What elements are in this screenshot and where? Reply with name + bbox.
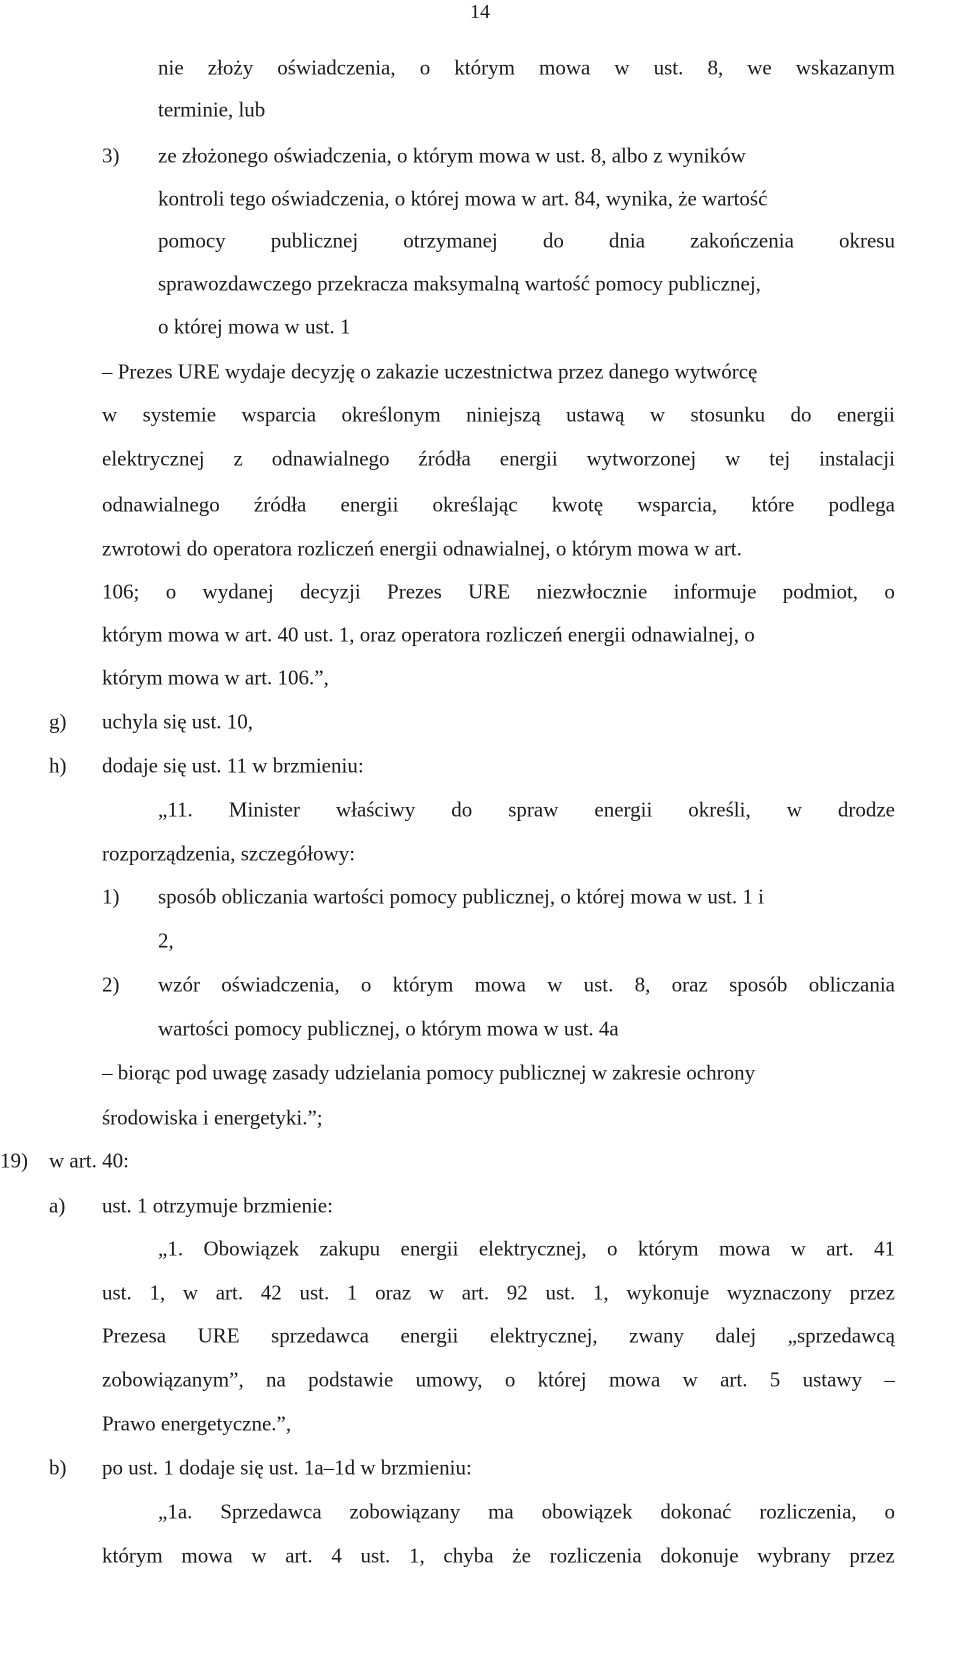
- word: 41: [874, 1236, 895, 1261]
- text-line: po ust. 1 dodaje się ust. 1a–1d w brzmieniu:: [102, 1455, 472, 1480]
- text-line: kontroli tego oświadczenia, o której mowa w art. 84, wynika, że wartość: [158, 186, 768, 211]
- word: zakończenia: [690, 228, 794, 253]
- word: tej: [769, 446, 791, 471]
- word: 8,: [707, 55, 724, 80]
- word: pomocy: [158, 228, 226, 253]
- word: sposób: [729, 972, 788, 997]
- word: które: [751, 492, 795, 517]
- word: podstawie: [308, 1367, 394, 1392]
- word: zwany: [629, 1323, 684, 1348]
- word: mowa: [608, 1367, 661, 1392]
- word: energii: [400, 1236, 459, 1261]
- text-line: zwrotowi do operatora rozliczeń energii odnawialnej, o którym mowa w art.: [102, 536, 742, 561]
- word: energii: [499, 446, 558, 471]
- word: źródła: [253, 492, 307, 517]
- word: w: [251, 1543, 267, 1568]
- text-line: sposób obliczania wartości pomocy publicznej, o której mowa w ust. 1 i: [158, 884, 764, 909]
- word: którym: [392, 972, 454, 997]
- word: o: [419, 55, 431, 80]
- word: okresu: [838, 228, 895, 253]
- list-marker: b): [49, 1455, 67, 1480]
- word: „11.: [158, 797, 193, 822]
- word: niezwłocznie: [536, 579, 648, 604]
- word: w: [790, 1236, 806, 1261]
- word: z: [233, 446, 243, 471]
- word: podlega: [828, 492, 895, 517]
- text-line: ze złożonego oświadczenia, o którym mowa w ust. 8, albo z wyników: [158, 143, 746, 168]
- text-line: – biorąc pod uwagę zasady udzielania pomocy publicznej w zakresie ochrony: [102, 1060, 756, 1085]
- word: energii: [594, 797, 653, 822]
- word: o: [165, 579, 177, 604]
- text-line: [102, 402, 895, 427]
- word: określając: [432, 492, 518, 517]
- word: Prezes: [387, 579, 442, 604]
- list-marker: a): [49, 1193, 66, 1218]
- word: Obowiązek: [203, 1236, 300, 1261]
- word: energii: [340, 492, 399, 517]
- word: art.: [461, 1280, 490, 1305]
- word: art.: [215, 1280, 244, 1305]
- text-line: Prawo energetyczne.”,: [102, 1411, 292, 1436]
- word: elektrycznej,: [478, 1236, 587, 1261]
- list-marker: 19): [0, 1148, 28, 1173]
- text-line: rozporządzenia, szczegółowy:: [102, 841, 356, 866]
- word: energii: [836, 402, 895, 427]
- word: wytworzonej: [586, 446, 697, 471]
- text-line: [158, 55, 895, 80]
- text-line: – Prezes URE wydaje decyzję o zakazie uczestnictwa przez danego wytwórcę: [102, 359, 758, 384]
- text-line: sprawozdawczego przekracza maksymalną wartość pomocy publicznej,: [158, 271, 761, 296]
- word: chyba: [443, 1543, 494, 1568]
- word: systemie: [142, 402, 217, 427]
- word: złoży: [207, 55, 254, 80]
- word: określi,: [688, 797, 751, 822]
- word: we: [747, 55, 772, 80]
- word: kwotę: [551, 492, 604, 517]
- word: –: [884, 1367, 895, 1392]
- list-marker: g): [49, 709, 67, 734]
- word: nie: [158, 55, 184, 80]
- text-line: którym mowa w art. 40 ust. 1, oraz operatora rozliczeń energii odnawialnej, o: [102, 622, 755, 647]
- word: wybrany: [757, 1543, 831, 1568]
- word: w: [614, 55, 630, 80]
- word: 42: [260, 1280, 282, 1305]
- text-line: [102, 1323, 895, 1348]
- word: przez: [849, 1543, 895, 1568]
- text-line: [102, 446, 895, 471]
- word: w: [682, 1367, 698, 1392]
- word: rozliczenia,: [759, 1499, 857, 1524]
- word: dokonuje: [660, 1543, 739, 1568]
- text-line: ust. 1 otrzymuje brzmienie:: [102, 1193, 333, 1218]
- word: stosunku: [690, 402, 766, 427]
- word: o: [607, 1236, 618, 1261]
- word: ust.: [545, 1280, 576, 1305]
- word: obowiązek: [541, 1499, 633, 1524]
- word: obliczania: [808, 972, 895, 997]
- text-line: [102, 1543, 895, 1568]
- word: dnia: [608, 228, 646, 253]
- text-line: [158, 972, 895, 997]
- word: sprzedawca: [271, 1323, 369, 1348]
- word: zakupu: [319, 1236, 381, 1261]
- word: Prezesa: [102, 1323, 167, 1348]
- text-line: 2,: [158, 928, 174, 953]
- text-line: [102, 579, 895, 604]
- word: 8,: [634, 972, 651, 997]
- word: ustawy: [802, 1367, 863, 1392]
- word: zobowiązany: [349, 1499, 461, 1524]
- word: zobowiązanym”,: [102, 1367, 244, 1392]
- word: w: [786, 797, 802, 822]
- word: otrzymanej: [403, 228, 498, 253]
- word: „sprzedawcą: [787, 1323, 895, 1348]
- word: instalacji: [819, 446, 895, 471]
- word: elektrycznej,: [489, 1323, 598, 1348]
- word: ustawą: [566, 402, 625, 427]
- word: ma: [488, 1499, 514, 1524]
- word: którym: [102, 1543, 163, 1568]
- word: o: [884, 1499, 895, 1524]
- word: 92: [506, 1280, 528, 1305]
- word: ust.: [299, 1280, 330, 1305]
- word: w: [547, 972, 563, 997]
- text-line: o której mowa w ust. 1: [158, 314, 351, 339]
- text-line: [158, 797, 895, 822]
- word: URE: [468, 579, 511, 604]
- word: energii: [400, 1323, 459, 1348]
- word: „1a.: [158, 1499, 193, 1524]
- word: określonym: [341, 402, 441, 427]
- word: umowy,: [415, 1367, 483, 1392]
- word: na: [266, 1367, 286, 1392]
- word: URE: [197, 1323, 240, 1348]
- word: w: [649, 402, 666, 427]
- word: w: [725, 446, 741, 471]
- text-line: [102, 492, 895, 517]
- text-line: środowiska i energetyki.”;: [102, 1105, 323, 1130]
- word: oraz: [375, 1280, 412, 1305]
- word: o: [504, 1367, 516, 1392]
- word: że: [512, 1543, 531, 1568]
- word: mowa: [718, 1236, 771, 1261]
- word: mowa: [539, 55, 591, 80]
- word: 106;: [102, 579, 140, 604]
- word: oświadczenia,: [221, 972, 340, 997]
- word: wykonuje: [626, 1280, 710, 1305]
- word: do: [542, 228, 564, 253]
- word: 1,: [149, 1280, 166, 1305]
- word: informuje: [673, 579, 757, 604]
- word: 1,: [592, 1280, 609, 1305]
- word: odnawialnego: [271, 446, 390, 471]
- word: właściwy: [335, 797, 416, 822]
- text-line: [158, 1236, 895, 1261]
- word: wzór: [158, 972, 200, 997]
- word: do: [790, 402, 812, 427]
- word: art.: [826, 1236, 854, 1261]
- text-line: którym mowa w art. 106.”,: [102, 665, 329, 690]
- word: „1.: [158, 1236, 184, 1261]
- word: ust.: [102, 1280, 132, 1305]
- word: wyznaczony: [726, 1280, 832, 1305]
- word: której: [537, 1367, 587, 1392]
- word: wsparcia: [241, 402, 317, 427]
- word: wydanej: [202, 579, 274, 604]
- word: do: [451, 797, 473, 822]
- text-line: dodaje się ust. 11 w brzmieniu:: [102, 753, 364, 778]
- word: którym: [454, 55, 515, 80]
- text-line: [102, 1280, 895, 1305]
- word: odnawialnego: [102, 492, 220, 517]
- word: Sprzedawca: [220, 1499, 322, 1524]
- text-line: uchyla się ust. 10,: [102, 709, 254, 734]
- text-line: [102, 1367, 895, 1392]
- word: elektrycznej: [102, 446, 205, 471]
- word: ust.: [653, 55, 684, 80]
- word: mowa: [181, 1543, 233, 1568]
- text-line: terminie, lub: [158, 97, 266, 122]
- word: decyzji: [300, 579, 361, 604]
- list-marker: 2): [102, 972, 120, 997]
- list-marker: h): [49, 753, 67, 778]
- word: niniejszą: [466, 402, 541, 427]
- word: drodze: [837, 797, 895, 822]
- word: ust.: [360, 1543, 391, 1568]
- word: źródła: [418, 446, 471, 471]
- text-line: w art. 40:: [49, 1148, 129, 1173]
- page-number: 14: [470, 1, 490, 23]
- word: 1,: [408, 1543, 425, 1568]
- word: przez: [849, 1280, 895, 1305]
- word: 4: [331, 1543, 342, 1568]
- word: mowa: [474, 972, 526, 997]
- word: o: [360, 972, 372, 997]
- word: którym: [637, 1236, 699, 1261]
- word: 5: [769, 1367, 781, 1392]
- word: dokonać: [660, 1499, 732, 1524]
- word: oświadczenia,: [277, 55, 396, 80]
- word: w: [102, 402, 118, 427]
- list-marker: 3): [102, 143, 120, 168]
- word: w: [428, 1280, 445, 1305]
- word: 1: [346, 1280, 358, 1305]
- word: spraw: [508, 797, 559, 822]
- word: publicznej: [270, 228, 359, 253]
- text-line: wartości pomocy publicznej, o którym mowa w ust. 4a: [158, 1016, 619, 1041]
- word: o: [884, 579, 895, 604]
- text-line: [158, 1499, 895, 1524]
- word: wsparcia,: [637, 492, 718, 517]
- word: podmiot,: [782, 579, 859, 604]
- word: art.: [285, 1543, 313, 1568]
- word: dalej: [715, 1323, 757, 1348]
- text-line: [158, 228, 895, 253]
- word: w: [182, 1280, 199, 1305]
- word: ust.: [583, 972, 614, 997]
- word: Minister: [228, 797, 300, 822]
- word: oraz: [671, 972, 708, 997]
- list-marker: 1): [102, 884, 120, 909]
- word: art.: [720, 1367, 748, 1392]
- word: rozliczenia: [549, 1543, 642, 1568]
- word: wskazanym: [795, 55, 895, 80]
